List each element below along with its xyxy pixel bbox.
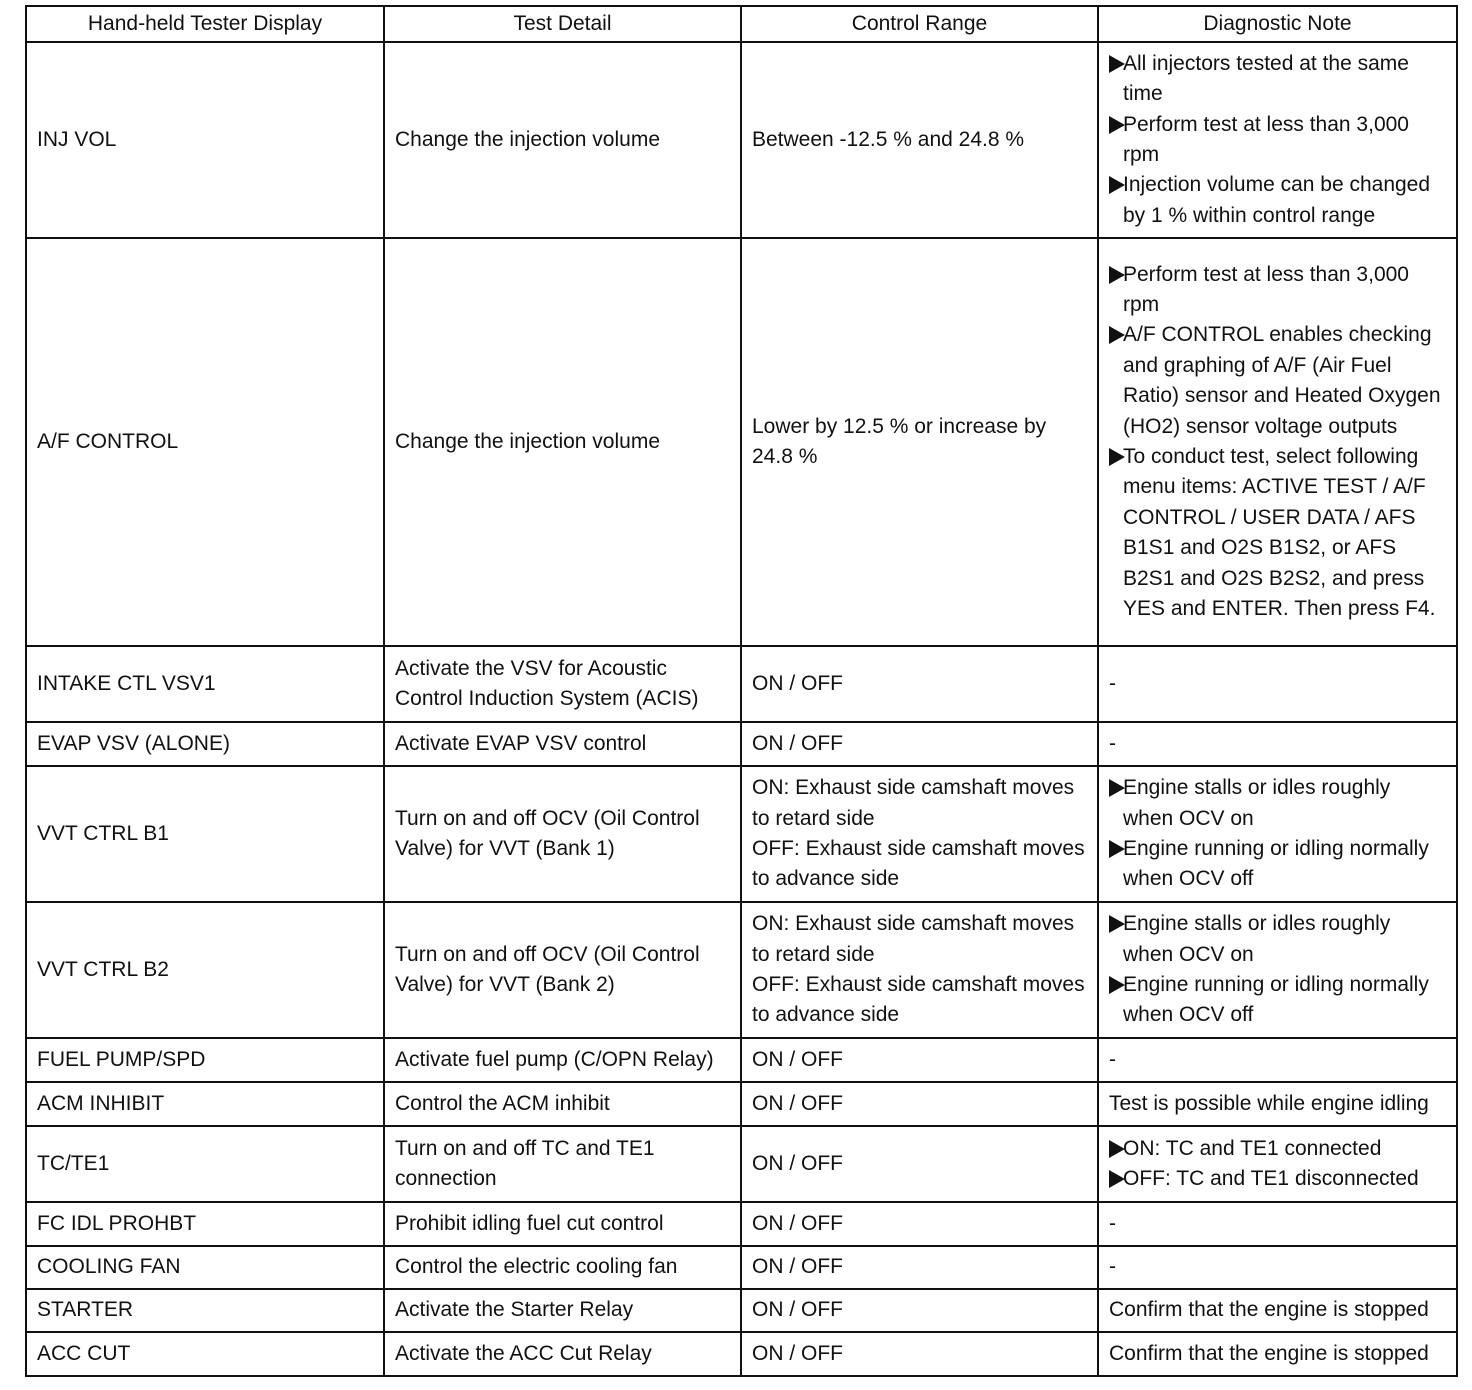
- tester-display-cell: FUEL PUMP/SPD: [26, 1038, 384, 1082]
- table-row: [26, 1246, 1457, 1289]
- note-bullet: Perform test at less than 3,000 rpm: [1109, 260, 1446, 321]
- tester-display-cell: TC/TE1: [26, 1126, 384, 1202]
- note-bullet: Engine running or idling normally when OCV off: [1109, 970, 1446, 1031]
- diagnostic-note-cell: -: [1098, 1202, 1457, 1246]
- test-detail-cell: Activate the ACC Cut Relay: [384, 1332, 741, 1376]
- test-detail-cell: Change the injection volume: [384, 238, 741, 646]
- note-bullet: OFF: TC and TE1 disconnected: [1109, 1164, 1446, 1194]
- control-range-cell: ON / OFF: [741, 1332, 1098, 1376]
- note-bullet: Engine stalls or idles roughly when OCV on: [1109, 773, 1446, 834]
- diagnostic-note-cell: -: [1098, 1038, 1457, 1082]
- test-detail-cell: Activate EVAP VSV control: [384, 722, 741, 766]
- test-detail-cell: Activate the VSV for Acoustic Control Induction System (ACIS): [384, 646, 741, 722]
- table-row: [26, 1202, 1457, 1246]
- header-control-range: Control Range: [741, 6, 1098, 42]
- bullet-arrow-icon: [1109, 1170, 1125, 1188]
- note-bullet: To conduct test, select following menu items: ACTIVE TEST / A/F CONTROL / USER DATA / AFS B1S1 and O2S B1S2, or AFS B2S1 and O2S B2S2, and press YES and ENTER. Then press F4.: [1109, 442, 1446, 624]
- table-row: [26, 42, 1457, 238]
- test-detail-cell: Turn on and off OCV (Oil Control Valve) for VVT (Bank 1): [384, 766, 741, 902]
- table-row: [26, 766, 1457, 902]
- active-test-table: [25, 5, 1458, 1377]
- note-bullet: Engine running or idling normally when OCV off: [1109, 834, 1446, 895]
- bullet-arrow-icon: [1109, 176, 1125, 194]
- control-range-cell: ON / OFF: [741, 1202, 1098, 1246]
- test-detail-cell: Control the electric cooling fan: [384, 1246, 741, 1289]
- table-row: [26, 1082, 1457, 1126]
- test-detail-cell: Activate the Starter Relay: [384, 1289, 741, 1332]
- diagnostic-note-cell: Confirm that the engine is stopped: [1098, 1289, 1457, 1332]
- control-range-cell: [741, 902, 1098, 1038]
- bullet-arrow-icon: [1109, 448, 1125, 466]
- diagnostic-note-cell: Test is possible while engine idling: [1098, 1082, 1457, 1126]
- bullet-arrow-icon: [1109, 840, 1125, 858]
- control-range-line: ON: Exhaust side camshaft moves to retard side: [752, 776, 1075, 830]
- bullet-arrow-icon: [1109, 326, 1125, 344]
- control-range-line: OFF: Exhaust side camshaft moves to advance side: [752, 837, 1085, 891]
- control-range-cell: ON / OFF: [741, 1126, 1098, 1202]
- note-bullet: All injectors tested at the same time: [1109, 49, 1446, 110]
- table-row: [26, 238, 1457, 646]
- control-range-line: ON: Exhaust side camshaft moves to retard side: [752, 912, 1075, 966]
- control-range-cell: ON / OFF: [741, 1038, 1098, 1082]
- table-row: [26, 902, 1457, 1038]
- tester-display-cell: INTAKE CTL VSV1: [26, 646, 384, 722]
- header-row: [26, 6, 1457, 42]
- control-range-cell: ON / OFF: [741, 1082, 1098, 1126]
- test-detail-cell: Activate fuel pump (C/OPN Relay): [384, 1038, 741, 1082]
- bullet-arrow-icon: [1109, 116, 1125, 134]
- bullet-arrow-icon: [1109, 976, 1125, 994]
- bullet-arrow-icon: [1109, 1140, 1125, 1158]
- tester-display-cell: ACC CUT: [26, 1332, 384, 1376]
- test-detail-cell: Turn on and off OCV (Oil Control Valve) for VVT (Bank 2): [384, 902, 741, 1038]
- header-diagnostic-note: Diagnostic Note: [1098, 6, 1457, 42]
- control-range-cell: [741, 766, 1098, 902]
- table-row: [26, 1332, 1457, 1376]
- note-bullet: A/F CONTROL enables checking and graphing of A/F (Air Fuel Ratio) sensor and Heated Oxygen (HO2) sensor voltage outputs: [1109, 320, 1446, 442]
- diagnostic-note-cell: [1098, 238, 1457, 646]
- tester-display-cell: EVAP VSV (ALONE): [26, 722, 384, 766]
- table-row: [26, 1289, 1457, 1332]
- diagnostic-note-cell: Confirm that the engine is stopped: [1098, 1332, 1457, 1376]
- test-detail-cell: Control the ACM inhibit: [384, 1082, 741, 1126]
- table-row: [26, 1126, 1457, 1202]
- control-range-cell: ON / OFF: [741, 722, 1098, 766]
- table-row: [26, 722, 1457, 766]
- note-bullet: ON: TC and TE1 connected: [1109, 1134, 1446, 1164]
- control-range-cell: Between -12.5 % and 24.8 %: [741, 42, 1098, 238]
- diagnostic-note-cell: [1098, 1126, 1457, 1202]
- tester-display-cell: COOLING FAN: [26, 1246, 384, 1289]
- tester-display-cell: VVT CTRL B2: [26, 902, 384, 1038]
- bullet-arrow-icon: [1109, 915, 1125, 933]
- control-range-cell: ON / OFF: [741, 1246, 1098, 1289]
- bullet-arrow-icon: [1109, 779, 1125, 797]
- tester-display-cell: VVT CTRL B1: [26, 766, 384, 902]
- diagnostic-note-cell: [1098, 42, 1457, 238]
- tester-display-cell: STARTER: [26, 1289, 384, 1332]
- tester-display-cell: A/F CONTROL: [26, 238, 384, 646]
- table-row: [26, 1038, 1457, 1082]
- tester-display-cell: FC IDL PROHBT: [26, 1202, 384, 1246]
- bullet-arrow-icon: [1109, 266, 1125, 284]
- diagnostic-note-cell: [1098, 766, 1457, 902]
- test-detail-cell: Prohibit idling fuel cut control: [384, 1202, 741, 1246]
- test-detail-cell: Change the injection volume: [384, 42, 741, 238]
- table-row: [26, 646, 1457, 722]
- note-bullet: Injection volume can be changed by 1 % within control range: [1109, 170, 1446, 231]
- diagnostic-note-cell: -: [1098, 1246, 1457, 1289]
- diagnostic-note-cell: [1098, 902, 1457, 1038]
- note-bullet: Perform test at less than 3,000 rpm: [1109, 110, 1446, 171]
- header-display: Hand-held Tester Display: [26, 6, 384, 42]
- tester-display-cell: ACM INHIBIT: [26, 1082, 384, 1126]
- control-range-cell: ON / OFF: [741, 1289, 1098, 1332]
- diagnostic-note-cell: -: [1098, 722, 1457, 766]
- tester-display-cell: INJ VOL: [26, 42, 384, 238]
- control-range-cell: ON / OFF: [741, 646, 1098, 722]
- note-bullet: Engine stalls or idles roughly when OCV on: [1109, 909, 1446, 970]
- control-range-cell: Lower by 12.5 % or increase by 24.8 %: [741, 238, 1098, 646]
- control-range-line: OFF: Exhaust side camshaft moves to advance side: [752, 973, 1085, 1027]
- header-test-detail: Test Detail: [384, 6, 741, 42]
- test-detail-cell: Turn on and off TC and TE1 connection: [384, 1126, 741, 1202]
- diagnostic-note-cell: -: [1098, 646, 1457, 722]
- bullet-arrow-icon: [1109, 55, 1125, 73]
